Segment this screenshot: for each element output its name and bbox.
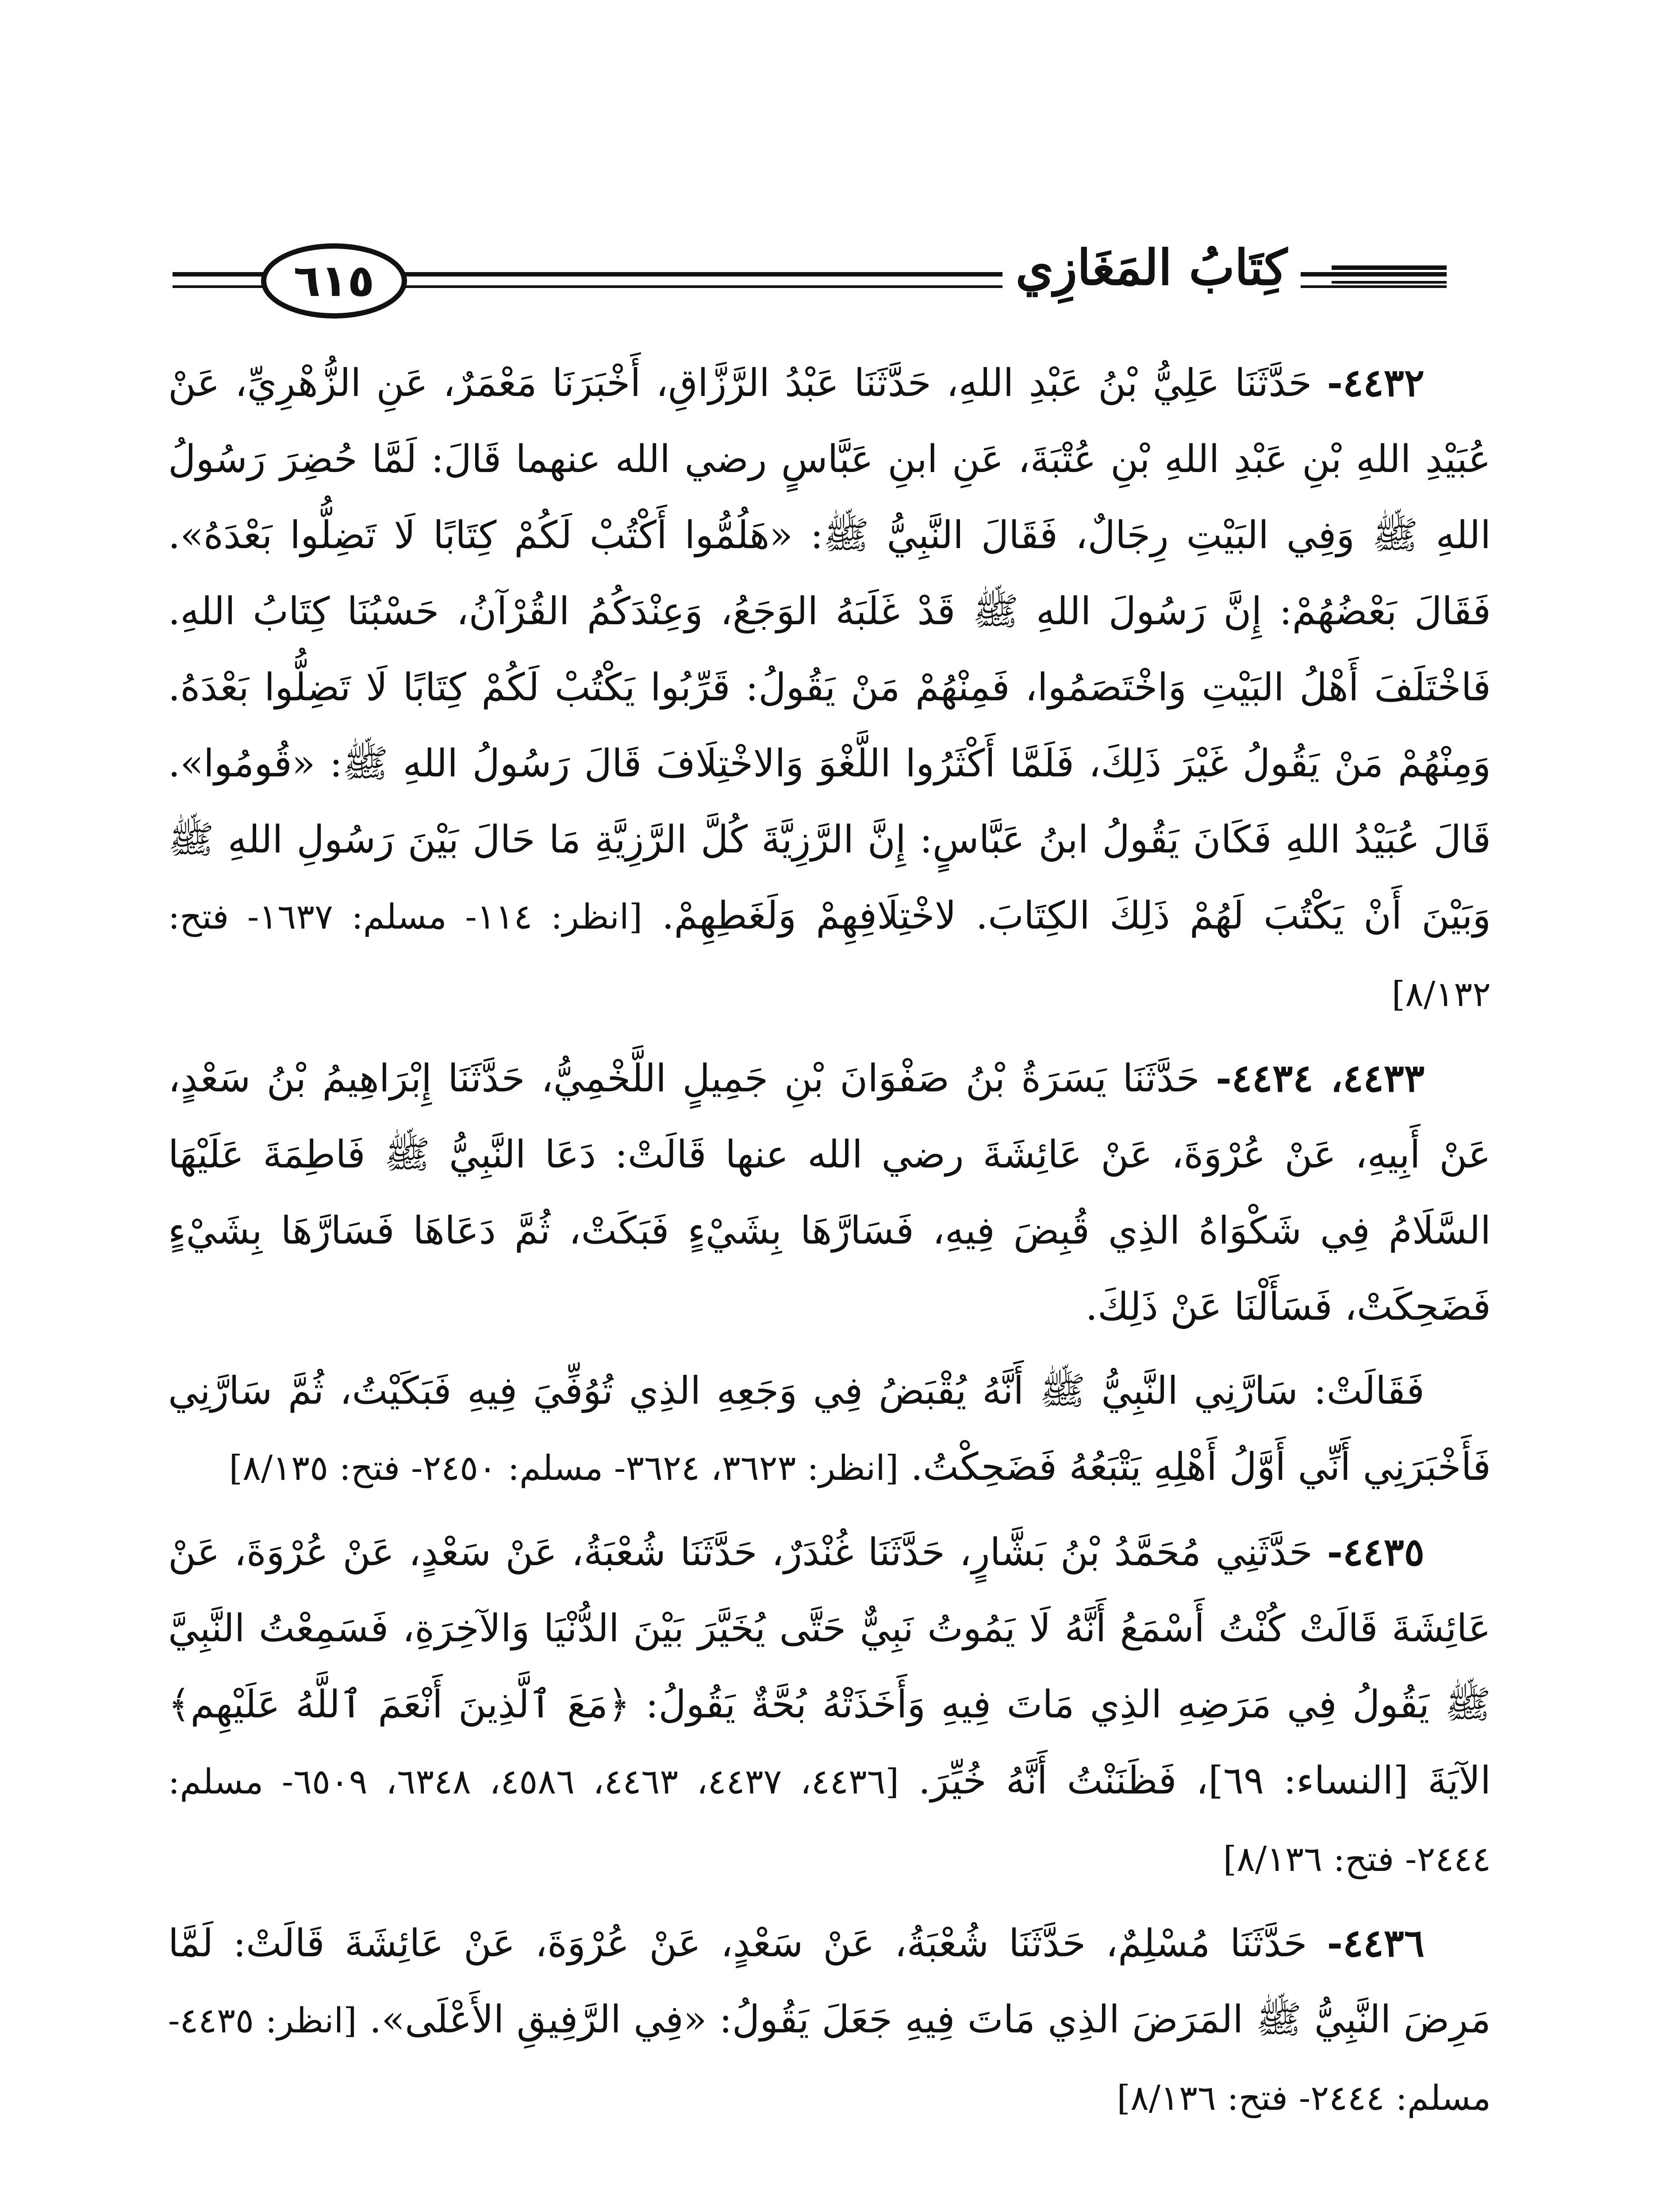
hadith-text: حَدَّثَنِي مُحَمَّدُ بْنُ بَشَّارٍ، حَدَّثَنَا غُنْدَرٌ، حَدَّثَنَا شُعْبَةُ، عَنْ سَعْدٍ، عَنْ عُرْوَةَ، عَنْ عَائِشَةَ قَالَتْ كُنْتُ أَسْمَعُ أَنَّهُ لَا يَمُوتُ نَبِيٌّ حَتَّى يُخَيَّرَ بَيْنَ الدُّنْيَا وَالآخِرَةِ، فَسَمِعْتُ النَّبِيَّ ﷺ يَقُولُ فِي مَرَضِهِ الذِي مَاتَ فِيهِ وَأَخَذَتْهُ بُحَّةٌ يَقُولُ: ﴿مَعَ ٱلَّذِينَ أَنْعَمَ ٱللَّهُ عَلَيْهِم﴾ الآيَةَ [النساء: ٦٩]، فَظَنَنْتُ أَنَّهُ خُيِّرَ.: [168, 1530, 1491, 1803]
hadith-paragraph: [168, 1514, 1491, 1897]
hadith-paragraph: [168, 1041, 1491, 1345]
hadith-number: ٤٤٣٥-: [1327, 1530, 1425, 1575]
book-title: كِتَابُ المَغَازِي: [1002, 234, 1301, 301]
page-number-badge: [261, 243, 407, 319]
hadith-paragraph: [168, 345, 1491, 1033]
hadith-number: ٤٤٣٦-: [1327, 1921, 1425, 1966]
hadith-reference: [انظر: ٣٦٢٣، ٣٦٢٤- مسلم: ٢٤٥٠- فتح: ٨/١٣٥]: [229, 1448, 899, 1488]
hadith-paragraph: [168, 1353, 1491, 1506]
page-body: [168, 345, 1491, 2144]
hadith-text: فَقَالَتْ: سَارَّنِي النَّبِيُّ ﷺ أَنَّهُ يُقْبَضُ فِي وَجَعِهِ الذِي تُوُفِّيَ فِيهِ فَبَكَيْتُ، ثُمَّ سَارَّنِي فَأَخْبَرَنِي أَنِّي أَوَّلُ أَهْلِهِ يَتْبَعُهُ فَضَحِكْتُ.: [168, 1369, 1491, 1489]
hadith-paragraph: [168, 1905, 1491, 2136]
page-header: [173, 221, 1447, 323]
hadith-reference: [٤٤٣٦، ٤٤٣٧، ٤٤٦٣، ٤٥٨٦، ٦٣٤٨، ٦٥٠٩- مسلم: ٢٤٤٤- فتح: ٨/١٣٦]: [168, 1762, 1491, 1879]
header-rule: [1332, 265, 1447, 270]
hadith-text: حَدَّثَنَا مُسْلِمٌ، حَدَّثَنَا شُعْبَةُ، عَنْ سَعْدٍ، عَنْ عُرْوَةَ، عَنْ عَائِشَةَ قَالَتْ: لَمَّا مَرِضَ النَّبِيُّ ﷺ المَرَضَ الذِي مَاتَ فِيهِ جَعَلَ يَقُولُ: «فِي الرَّفِيقِ الأَعْلَى».: [168, 1921, 1491, 2042]
hadith-reference: [انظر: ٤٤٣٥- مسلم: ٢٤٤٤- فتح: ٨/١٣٦]: [168, 2001, 1491, 2118]
hadith-number: ٤٤٣٣، ٤٤٣٤-: [1216, 1056, 1425, 1101]
page-number: ٦١٥: [293, 255, 375, 307]
hadith-reference: [انظر: ١١٤- مسلم: ١٦٣٧- فتح: ٨/١٣٢]: [168, 897, 1491, 1014]
header-rule: [1332, 281, 1447, 284]
hadith-text: حَدَّثَنَا عَلِيُّ بْنُ عَبْدِ اللهِ، حَدَّثَنَا عَبْدُ الرَّزَّاقِ، أَخْبَرَنَا مَعْمَرٌ، عَنِ الزُّهْرِيِّ، عَنْ عُبَيْدِ اللهِ بْنِ عَبْدِ اللهِ بْنِ عُتْبَةَ، عَنِ ابنِ عَبَّاسٍ رضي الله عنهما قَالَ: لَمَّا حُضِرَ رَسُولُ اللهِ ﷺ وَفِي البَيْتِ رِجَالٌ، فَقَالَ النَّبِيُّ ﷺ: «هَلُمُّوا أَكْتُبْ لَكُمْ كِتَابًا لَا تَضِلُّوا بَعْدَهُ». فَقَالَ بَعْضُهُمْ: إِنَّ رَسُولَ اللهِ ﷺ قَدْ غَلَبَهُ الوَجَعُ، وَعِنْدَكُمُ القُرْآنُ، حَسْبُنَا كِتَابُ اللهِ. فَاخْتَلَفَ أَهْلُ البَيْتِ وَاخْتَصَمُوا، فَمِنْهُمْ مَنْ يَقُولُ: قَرِّبُوا يَكْتُبْ لَكُمْ كِتَابًا لَا تَضِلُّوا بَعْدَهُ. وَمِنْهُمْ مَنْ يَقُولُ غَيْرَ ذَلِكَ، فَلَمَّا أَكْثَرُوا اللَّغْوَ وَالاخْتِلَافَ قَالَ رَسُولُ اللهِ ﷺ: «قُومُوا». قَالَ عُبَيْدُ اللهِ فَكَانَ يَقُولُ ابنُ عَبَّاسٍ: إِنَّ الرَّزِيَّةَ كُلَّ الرَّزِيَّةِ مَا حَالَ بَيْنَ رَسُولِ اللهِ ﷺ وَبَيْنَ أَنْ يَكْتُبَ لَهُمْ ذَلِكَ الكِتَابَ. لاخْتِلَافِهِمْ وَلَغَطِهِمْ.: [168, 361, 1491, 938]
hadith-text: حَدَّثَنَا يَسَرَةُ بْنُ صَفْوَانَ بْنِ جَمِيلٍ اللَّخْمِيُّ، حَدَّثَنَا إِبْرَاهِيمُ بْنُ سَعْدٍ، عَنْ أَبِيهِ، عَنْ عُرْوَةَ، عَنْ عَائِشَةَ رضي الله عنها قَالَتْ: دَعَا النَّبِيُّ ﷺ فَاطِمَةَ عَلَيْهَا السَّلَامُ فِي شَكْوَاهُ الذِي قُبِضَ فِيهِ، فَسَارَّهَا بِشَيْءٍ فَبَكَتْ، ثُمَّ دَعَاهَا فَسَارَّهَا بِشَيْءٍ فَضَحِكَتْ، فَسَأَلْنَا عَنْ ذَلِكَ.: [168, 1056, 1491, 1329]
hadith-number: ٤٤٣٢-: [1327, 361, 1425, 405]
